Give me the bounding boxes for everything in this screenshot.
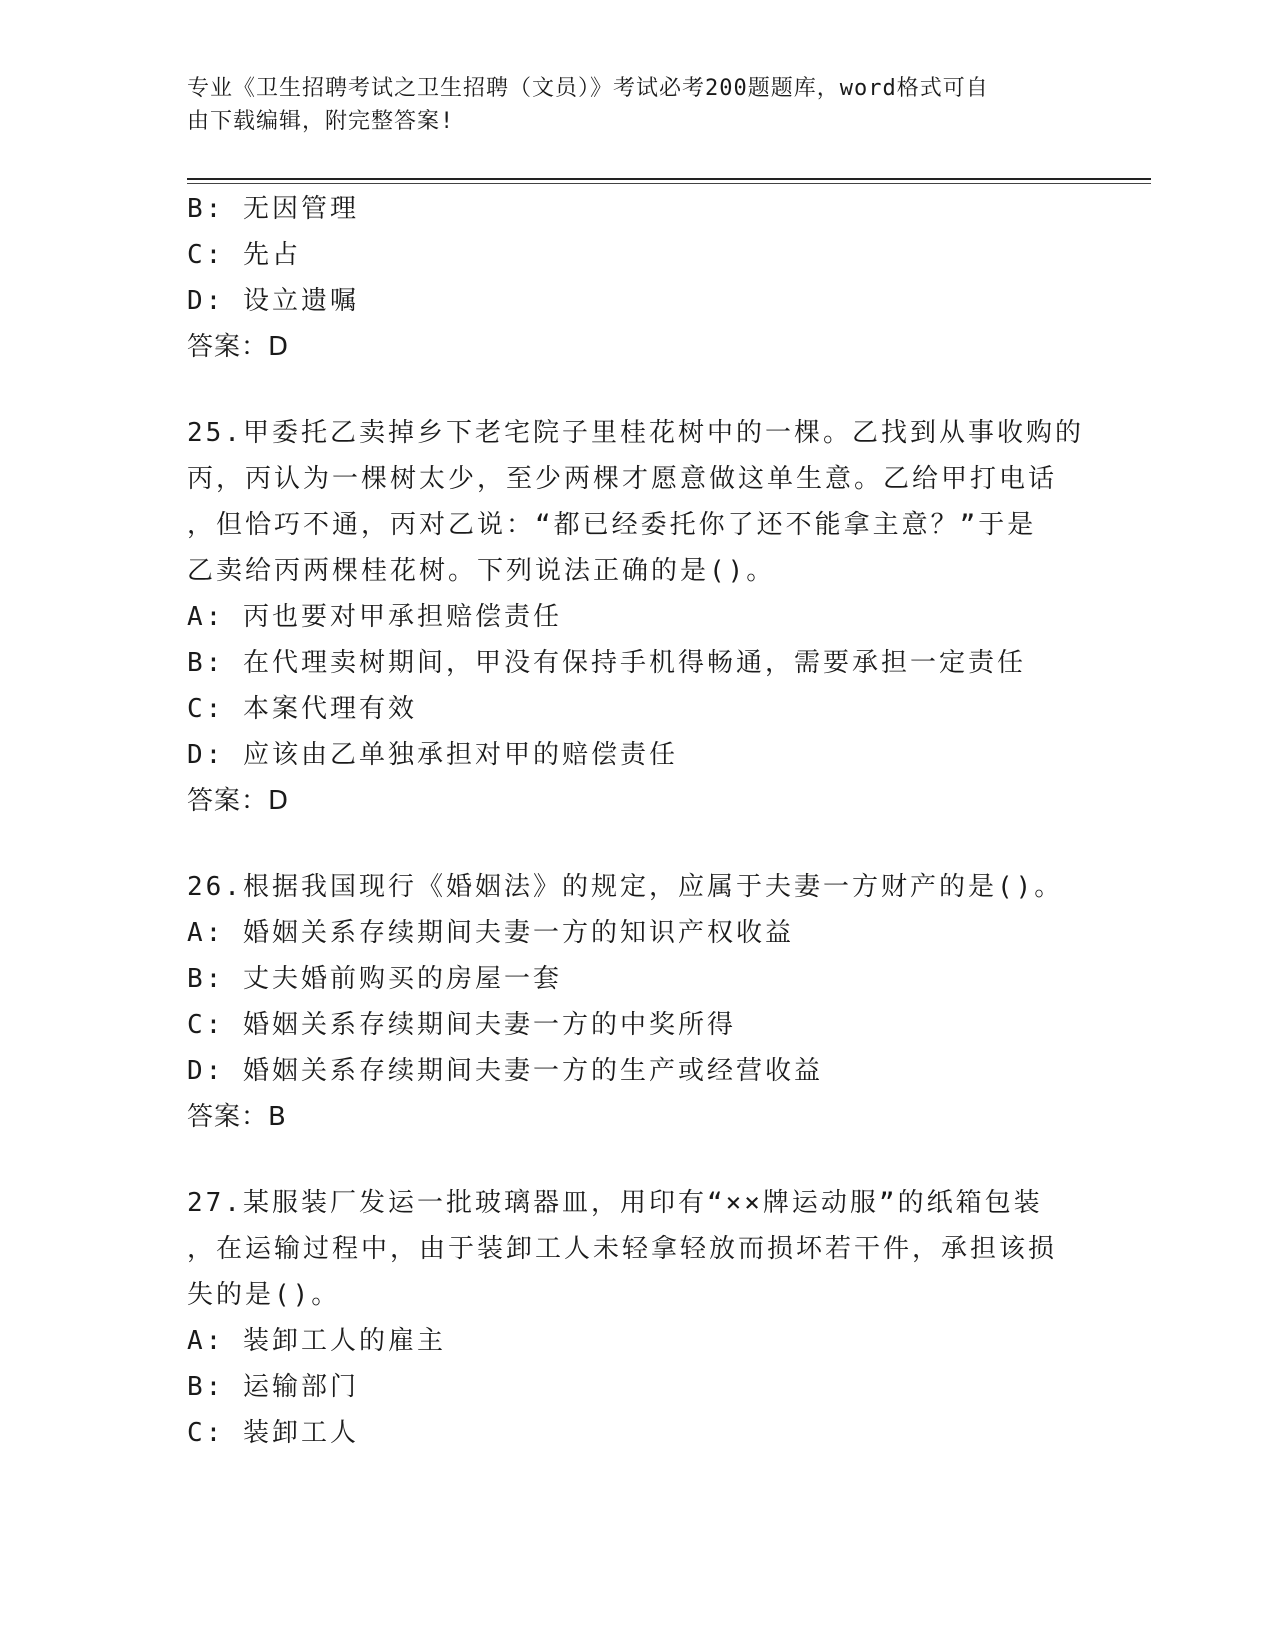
option-c: C: 本案代理有效	[187, 694, 417, 724]
option-b: B: 在代理卖树期间，甲没有保持手机得畅通，需要承担一定责任	[187, 648, 1026, 678]
option-b: B: 丈夫婚前购买的房屋一套	[187, 964, 562, 994]
question-27	[187, 1180, 1087, 1456]
option-a: A: 婚姻关系存续期间夫妻一方的知识产权收益	[187, 918, 794, 948]
prev-question-block	[187, 186, 1087, 370]
option-d: D: 婚姻关系存续期间夫妻一方的生产或经营收益	[187, 1056, 823, 1086]
question-stem-line: 27.某服装厂发运一批玻璃器皿，用印有“××牌运动服”的纸箱包装	[187, 1188, 1043, 1218]
header-divider-thick	[187, 178, 1151, 180]
question-gap	[187, 824, 1087, 864]
option-a: A: 装卸工人的雇主	[187, 1326, 446, 1356]
header-divider-thin	[187, 183, 1151, 184]
option-a: A: 丙也要对甲承担赔偿责任	[187, 602, 562, 632]
question-stem-line: 丙，丙认为一棵树太少，至少两棵才愿意做这单生意。乙给甲打电话	[187, 464, 1058, 494]
option-c: C: 装卸工人	[187, 1418, 359, 1448]
header-line-1: 专业《卫生招聘考试之卫生招聘（文员）》考试必考200题题库，word格式可自	[187, 76, 989, 101]
option-c: C: 婚姻关系存续期间夫妻一方的中奖所得	[187, 1010, 736, 1040]
question-stem-line: ，在运输过程中，由于装卸工人未轻拿轻放而损坏若干件，承担该损	[187, 1234, 1058, 1264]
answer-line: 答案：D	[187, 332, 290, 362]
question-stem-line: ，但恰巧不通，丙对乙说：“都已经委托你了还不能拿主意？”于是	[187, 510, 1037, 540]
question-gap	[187, 1140, 1087, 1180]
header-line-2: 由下载编辑，附完整答案!	[187, 109, 455, 134]
question-26	[187, 864, 1087, 1140]
option-b: B: 无因管理	[187, 194, 359, 224]
option-d: D: 设立遗嘱	[187, 286, 359, 316]
question-gap	[187, 370, 1087, 410]
question-stem-line: 25.甲委托乙卖掉乡下老宅院子里桂花树中的一棵。乙找到从事收购的	[187, 418, 1084, 448]
answer-line: 答案：D	[187, 786, 290, 816]
question-stem-line: 26.根据我国现行《婚姻法》的规定，应属于夫妻一方财产的是()。	[187, 872, 1064, 902]
question-25	[187, 410, 1087, 824]
option-c: C: 先占	[187, 240, 301, 270]
document-header	[187, 72, 1067, 138]
option-d: D: 应该由乙单独承担对甲的赔偿责任	[187, 740, 678, 770]
question-content	[187, 186, 1087, 1456]
question-stem-line: 失的是()。	[187, 1280, 341, 1310]
answer-line: 答案：B	[187, 1102, 287, 1132]
question-stem-line: 乙卖给丙两棵桂花树。下列说法正确的是()。	[187, 556, 776, 586]
option-b: B: 运输部门	[187, 1372, 359, 1402]
